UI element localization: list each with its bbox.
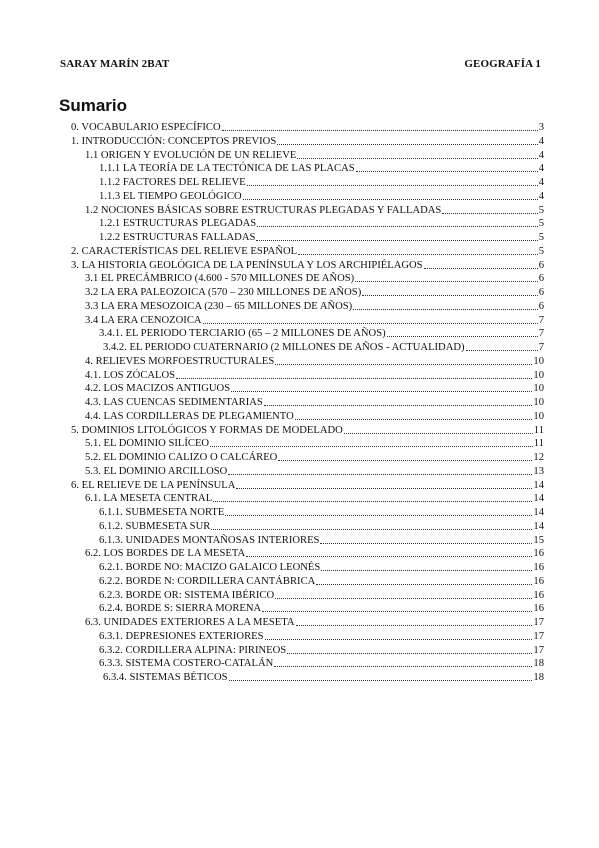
toc-dot-leader <box>387 336 538 337</box>
toc-entry-page-number: 10 <box>533 355 544 367</box>
toc-entry-page-number: 14 <box>533 493 544 505</box>
toc-entry[interactable] <box>85 148 544 162</box>
toc-entry-label: 6.3.3. SISTEMA COSTERO-CATALÁN <box>99 658 274 670</box>
toc-entry-label: 6.2.4. BORDE S: SIERRA MORENA <box>99 603 262 615</box>
toc-entry-page-number: 16 <box>533 589 544 601</box>
toc-entry-page-number: 7 <box>538 342 544 353</box>
toc-dot-leader <box>275 364 532 365</box>
toc-entry[interactable] <box>71 478 544 492</box>
toc-dot-leader <box>278 460 532 461</box>
toc-entry[interactable] <box>103 340 544 354</box>
toc-entry-label: 6.2.2. BORDE N: CORDILLERA CANTÁBRICA <box>99 575 316 587</box>
toc-entry-page-number: 5 <box>538 218 544 230</box>
toc-entry[interactable] <box>85 313 544 327</box>
toc-entry-page-number: 16 <box>533 562 544 573</box>
toc-entry-page-number: 10 <box>533 383 544 395</box>
toc-entry-page-number: 5 <box>538 232 544 243</box>
toc-entry-label: 1.1.3 EL TIEMPO GEOLÓGICO <box>99 190 242 202</box>
toc-entry[interactable] <box>99 189 544 203</box>
toc-entry-page-number: 6 <box>538 300 544 312</box>
toc-entry-page-number: 7 <box>538 314 544 326</box>
toc-dot-leader <box>247 185 538 186</box>
toc-entry-page-number: 4 <box>538 177 544 188</box>
toc-dot-leader <box>275 598 532 599</box>
toc-entry[interactable] <box>99 656 544 670</box>
toc-entry-page-number: 6 <box>538 287 544 298</box>
toc-entry[interactable] <box>85 368 544 382</box>
toc-dot-leader <box>424 268 538 269</box>
toc-entry-label: 1.1.2 FACTORES DEL RELIEVE <box>99 177 246 188</box>
toc-entry-page-number: 18 <box>533 658 544 670</box>
toc-entry-label: 3.4 LA ERA CENOZOICA <box>85 314 202 326</box>
toc-entry-page-number: 12 <box>533 452 544 463</box>
toc-entry-label: 6.3. UNIDADES EXTERIORES A LA MESETA <box>85 617 295 628</box>
toc-dot-leader <box>243 199 538 200</box>
header-subject: GEOGRAFÍA 1 <box>464 58 541 70</box>
toc-entry-page-number: 17 <box>533 617 544 628</box>
toc-entry-page-number: 16 <box>533 603 544 615</box>
toc-entry[interactable] <box>85 546 544 560</box>
toc-entry-label: 1.1 ORIGEN Y EVOLUCIÓN DE UN RELIEVE <box>85 149 297 161</box>
toc-entry[interactable] <box>99 643 544 657</box>
toc-dot-leader <box>231 391 532 392</box>
toc-entry-label: 6.2.1. BORDE NO: MACIZO GALAICO LEONÉS <box>99 562 321 573</box>
toc-entry-page-number: 10 <box>533 397 544 408</box>
toc-entry-page-number: 5 <box>538 245 544 257</box>
toc-entry-page-number: 3 <box>538 122 544 133</box>
toc-dot-leader <box>246 556 532 557</box>
toc-dot-leader <box>295 419 533 420</box>
toc-entry-label: 6.3.2. CORDILLERA ALPINA: PIRINEOS <box>99 644 287 656</box>
toc-entry-label: 3.3 LA ERA MESOZOICA (230 – 65 MILLONES DE AÑOS) <box>85 300 353 312</box>
toc-entry[interactable] <box>99 216 544 230</box>
toc-dot-leader <box>442 213 537 214</box>
toc-entry-label: 6.1.1. SUBMESETA NORTE <box>99 507 225 518</box>
toc-entry-label: 6.2. LOS BORDES DE LA MESETA <box>85 548 246 560</box>
toc-entry[interactable] <box>99 629 544 643</box>
toc-dot-leader <box>277 144 537 145</box>
toc-entry[interactable] <box>99 326 544 340</box>
toc-entry-page-number: 6 <box>538 273 544 285</box>
toc-entry[interactable] <box>71 134 544 148</box>
toc-entry[interactable] <box>99 533 544 547</box>
toc-entry-page-number: 4 <box>538 190 544 202</box>
toc-entry-label: 4.4. LAS CORDILLERAS DE PLEGAMIENTO <box>85 410 294 422</box>
toc-entry[interactable] <box>71 244 544 258</box>
toc-entry-page-number: 13 <box>533 465 544 477</box>
toc-entry[interactable] <box>103 670 544 684</box>
toc-entry-page-number: 16 <box>533 575 544 587</box>
toc-entry-page-number: 11 <box>533 438 544 450</box>
toc-dot-leader <box>355 281 538 282</box>
toc-entry-label: 4.1. LOS ZÓCALOS <box>85 369 176 381</box>
toc-dot-leader <box>353 309 538 310</box>
toc-entry-label: 5. DOMINIOS LITOLÓGICOS Y FORMAS DE MODELADO <box>71 424 343 436</box>
toc-entry-label: 5.2. EL DOMINIO CALIZO O CALCÁREO <box>85 452 278 463</box>
toc-dot-leader <box>320 543 532 544</box>
toc-entry[interactable] <box>85 299 544 313</box>
toc-entry[interactable] <box>99 560 544 574</box>
header-author: SARAY MARÍN 2BAT <box>60 58 170 70</box>
toc-entry-label: 1.2.2 ESTRUCTURAS FALLADAS <box>99 232 256 243</box>
toc-dot-leader <box>211 529 532 530</box>
toc-entry-label: 3.4.1. EL PERIODO TERCIARIO (65 – 2 MILLONES DE AÑOS) <box>99 328 386 340</box>
toc-entry-label: 6.1.2. SUBMESETA SUR <box>99 520 211 532</box>
toc-dot-leader <box>213 501 532 502</box>
toc-dot-leader <box>176 378 532 379</box>
toc-entry-label: 1.2 NOCIONES BÁSICAS SOBRE ESTRUCTURAS PLEGADAS Y FALLADAS <box>85 204 442 216</box>
toc-entry-label: 4. RELIEVES MORFOESTRUCTURALES <box>85 355 275 367</box>
toc-entry[interactable] <box>71 120 544 134</box>
toc-dot-leader <box>287 653 532 654</box>
toc-entry-label: 6.3.4. SISTEMAS BÉTICOS <box>103 672 228 683</box>
toc-entry-label: 4.2. LOS MACIZOS ANTIGUOS <box>85 383 231 395</box>
toc-entry[interactable] <box>85 203 544 217</box>
toc-entry-page-number: 17 <box>533 630 544 642</box>
toc-entry[interactable] <box>99 230 544 244</box>
toc-entry-page-number: 14 <box>533 507 544 518</box>
toc-dot-leader <box>296 625 533 626</box>
toc-entry-label: 5.3. EL DOMINIO ARCILLOSO <box>85 465 228 477</box>
toc-entry-page-number: 16 <box>533 548 544 560</box>
toc-entry[interactable] <box>85 409 544 423</box>
toc-entry-page-number: 17 <box>533 644 544 656</box>
toc-entry-label: 6.2.3. BORDE OR: SISTEMA IBÉRICO <box>99 589 275 601</box>
toc-entry[interactable] <box>99 505 544 519</box>
toc-entry[interactable] <box>99 588 544 602</box>
toc-entry-label: 5.1. EL DOMINIO SILÍCEO <box>85 438 210 450</box>
toc-entry[interactable] <box>99 161 544 175</box>
page-header <box>60 58 541 70</box>
toc-entry[interactable] <box>85 271 544 285</box>
toc-entry[interactable] <box>85 615 544 629</box>
toc-dot-leader <box>225 515 532 516</box>
toc-dot-leader <box>265 639 533 640</box>
toc-entry-page-number: 4 <box>538 163 544 175</box>
toc-entry-page-number: 10 <box>533 369 544 381</box>
toc-entry-label: 3.2 LA ERA PALEOZOICA (570 – 230 MILLONES DE AÑOS) <box>85 287 362 298</box>
toc-dot-leader <box>203 323 538 324</box>
toc-entry[interactable] <box>85 450 544 464</box>
toc-dot-leader <box>362 295 537 296</box>
toc-entry-label: 6.3.1. DEPRESIONES EXTERIORES <box>99 630 264 642</box>
toc-entry[interactable] <box>85 464 544 478</box>
toc-dot-leader <box>466 350 538 351</box>
toc-entry[interactable] <box>99 519 544 533</box>
toc-dot-leader <box>298 254 538 255</box>
toc-entry-label: 6.1. LA MESETA CENTRAL <box>85 493 213 505</box>
toc-entry-label: 0. VOCABULARIO ESPECÍFICO <box>71 122 221 133</box>
toc-entry-label: 6.1.3. UNIDADES MONTAÑOSAS INTERIORES <box>99 534 320 546</box>
toc-dot-leader <box>228 474 532 475</box>
toc-dot-leader <box>297 158 537 159</box>
toc-entry-page-number: 7 <box>538 328 544 340</box>
toc-entry-label: 3. LA HISTORIA GEOLÓGICA DE LA PENÍNSULA Y LOS ARCHIPIÉLAGOS <box>71 259 423 271</box>
toc-entry[interactable] <box>99 175 544 189</box>
toc-entry-page-number: 15 <box>533 534 544 546</box>
toc-entry-page-number: 14 <box>533 479 544 491</box>
toc-entry-page-number: 5 <box>538 204 544 216</box>
toc-entry[interactable] <box>85 354 544 368</box>
toc-entry[interactable] <box>85 285 544 299</box>
toc-entry[interactable] <box>85 395 544 409</box>
toc-dot-leader <box>274 666 532 667</box>
toc-dot-leader <box>229 680 533 681</box>
toc-entry-page-number: 14 <box>533 520 544 532</box>
toc-entry-label: 1.2.1 ESTRUCTURAS PLEGADAS <box>99 218 257 230</box>
toc-entry[interactable] <box>99 601 544 615</box>
toc-entry[interactable] <box>99 574 544 588</box>
toc-title: Sumario <box>59 96 128 115</box>
toc-entry-page-number: 4 <box>538 149 544 161</box>
toc-entry-label: 3.4.2. EL PERIODO CUATERNARIO (2 MILLONES DE AÑOS - ACTUALIDAD) <box>103 342 465 353</box>
toc-dot-leader <box>256 240 537 241</box>
toc-entry-page-number: 11 <box>533 424 544 436</box>
toc-entry-label: 3.1 EL PRECÁMBRICO (4.600 - 570 MILLONES DE AÑOS) <box>85 273 355 285</box>
toc-dot-leader <box>321 570 532 571</box>
toc-dot-leader <box>356 171 538 172</box>
toc-entry-page-number: 10 <box>533 410 544 422</box>
toc-dot-leader <box>264 405 533 406</box>
toc-entry[interactable] <box>85 381 544 395</box>
toc-entry[interactable] <box>85 491 544 505</box>
toc-entry[interactable] <box>85 436 544 450</box>
toc-entry-page-number: 4 <box>538 135 544 147</box>
toc-dot-leader <box>316 584 532 585</box>
toc-dot-leader <box>236 488 532 489</box>
toc-entry-label: 4.3. LAS CUENCAS SEDIMENTARIAS <box>85 397 263 408</box>
toc-entry-label: 2. CARACTERÍSTICAS DEL RELIEVE ESPAÑOL <box>71 245 298 257</box>
toc-dot-leader <box>257 226 538 227</box>
toc-entry[interactable] <box>71 423 544 437</box>
toc-entry-page-number: 6 <box>538 259 544 271</box>
toc-dot-leader <box>222 130 538 131</box>
toc-dot-leader <box>344 433 533 434</box>
toc-entry-label: 1.1.1 LA TEORÍA DE LA TECTÓNICA DE LAS PLACAS <box>99 163 355 175</box>
toc-dot-leader <box>262 611 532 612</box>
toc-entry-page-number: 18 <box>533 672 544 683</box>
toc-entry-label: 1. INTRODUCCIÓN: CONCEPTOS PREVIOS <box>71 135 277 147</box>
toc-entry-label: 6. EL RELIEVE DE LA PENÍNSULA <box>71 479 236 491</box>
toc-dot-leader <box>210 446 533 447</box>
toc-entry[interactable] <box>71 258 544 272</box>
